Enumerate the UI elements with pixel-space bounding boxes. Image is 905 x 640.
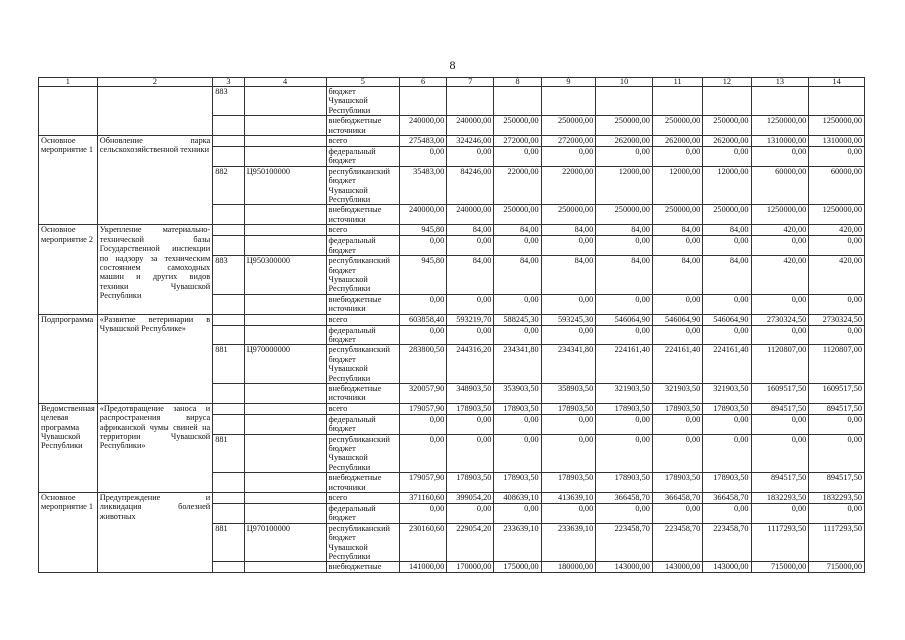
table-row [39, 403, 865, 414]
funding-source: всего [326, 403, 399, 414]
amount-cell: 371160,60 [400, 493, 447, 504]
amount-cell: 0,00 [494, 147, 541, 167]
column-header: 5 [326, 78, 399, 87]
measure-name: Основное мероприятие 2 [39, 225, 98, 314]
grbs-code [213, 294, 244, 314]
cs-code: Ц950100000 [244, 166, 326, 205]
column-header: 3 [213, 78, 244, 87]
table-row [39, 225, 865, 236]
funding-source: республиканский бюджет Чувашской Республики [326, 434, 399, 473]
amount-cell: 715000,00 [751, 562, 809, 573]
amount-cell: 0,00 [447, 325, 494, 345]
amount-cell: 234341,80 [494, 345, 541, 384]
amount-cell: 0,00 [400, 294, 447, 314]
amount-cell: 0,00 [703, 434, 751, 473]
funding-source: внебюджетные источники [326, 383, 399, 403]
cs-code [244, 147, 326, 167]
amount-cell: 250000,00 [494, 205, 541, 225]
amount-cell: 84,00 [703, 256, 751, 295]
amount-cell: 1117293,50 [809, 523, 865, 562]
amount-cell: 0,00 [751, 414, 809, 434]
amount-cell [541, 87, 596, 116]
amount-cell: 272000,00 [494, 136, 541, 147]
amount-cell: 0,00 [400, 325, 447, 345]
amount-cell: 275483,00 [400, 136, 447, 147]
amount-cell: 250000,00 [541, 116, 596, 136]
cs-code [244, 562, 326, 573]
amount-cell: 0,00 [652, 414, 702, 434]
amount-cell [652, 87, 702, 116]
amount-cell: 420,00 [751, 256, 809, 295]
amount-cell: 178903,50 [596, 403, 653, 414]
amount-cell: 178903,50 [541, 473, 596, 493]
amount-cell: 179057,90 [400, 403, 447, 414]
amount-cell: 320057,90 [400, 383, 447, 403]
cs-code [244, 236, 326, 256]
amount-cell: 224161,40 [596, 345, 653, 384]
grbs-code: 882 [213, 166, 244, 205]
grbs-code: 883 [213, 256, 244, 295]
amount-cell: 178903,50 [703, 403, 751, 414]
amount-cell: 0,00 [596, 147, 653, 167]
amount-cell: 2730324,50 [809, 314, 865, 325]
amount-cell: 1832293,50 [809, 493, 865, 504]
amount-cell: 143000,00 [596, 562, 653, 573]
cs-code [244, 294, 326, 314]
amount-cell: 0,00 [494, 325, 541, 345]
funding-source: всего [326, 314, 399, 325]
funding-source: внебюджетные источники [326, 294, 399, 314]
amount-cell: 262000,00 [596, 136, 653, 147]
amount-cell: 0,00 [541, 434, 596, 473]
column-header: 7 [447, 78, 494, 87]
funding-source: федеральный бюджет [326, 147, 399, 167]
amount-cell: 141000,00 [400, 562, 447, 573]
funding-source: всего [326, 493, 399, 504]
measure-title: «Предотвращение заноса и распространения вируса африканской чумы свиней на территории Чувашской Республики» [97, 403, 212, 492]
amount-cell: 84,00 [652, 225, 702, 236]
column-header: 4 [244, 78, 326, 87]
amount-cell: 0,00 [596, 294, 653, 314]
measure-name: Подпрограмма [39, 314, 98, 403]
amount-cell: 0,00 [494, 236, 541, 256]
cs-code [244, 383, 326, 403]
grbs-code: 881 [213, 523, 244, 562]
amount-cell: 0,00 [541, 236, 596, 256]
funding-source: внебюджетные источники [326, 473, 399, 493]
amount-cell: 399054,20 [447, 493, 494, 504]
grbs-code [213, 136, 244, 147]
amount-cell: 84,00 [596, 256, 653, 295]
grbs-code [213, 325, 244, 345]
amount-cell: 1832293,50 [751, 493, 809, 504]
amount-cell: 224161,40 [703, 345, 751, 384]
amount-cell: 0,00 [703, 325, 751, 345]
amount-cell: 715000,00 [809, 562, 865, 573]
amount-cell: 60000,00 [809, 166, 865, 205]
table-row [39, 136, 865, 147]
amount-cell: 1117293,50 [751, 523, 809, 562]
grbs-code [213, 147, 244, 167]
amount-cell: 229054,20 [447, 523, 494, 562]
amount-cell: 593245,30 [541, 314, 596, 325]
amount-cell: 0,00 [494, 294, 541, 314]
amount-cell: 420,00 [751, 225, 809, 236]
funding-source: внебюджетные источники [326, 116, 399, 136]
amount-cell: 240000,00 [447, 116, 494, 136]
amount-cell: 588245,30 [494, 314, 541, 325]
amount-cell: 250000,00 [703, 205, 751, 225]
amount-cell: 178903,50 [652, 403, 702, 414]
amount-cell: 84246,00 [447, 166, 494, 205]
column-header: 9 [541, 78, 596, 87]
amount-cell: 250000,00 [541, 205, 596, 225]
amount-cell: 223458,70 [703, 523, 751, 562]
table-row [39, 314, 865, 325]
amount-cell: 84,00 [652, 256, 702, 295]
grbs-code: 883 [213, 87, 244, 116]
amount-cell: 84,00 [596, 225, 653, 236]
column-header: 1 [39, 78, 98, 87]
amount-cell: 0,00 [751, 325, 809, 345]
column-header: 14 [809, 78, 865, 87]
grbs-code [213, 383, 244, 403]
amount-cell: 0,00 [596, 504, 653, 524]
amount-cell: 0,00 [652, 147, 702, 167]
amount-cell: 1310000,00 [751, 136, 809, 147]
amount-cell: 224161,40 [652, 345, 702, 384]
amount-cell: 546064,90 [652, 314, 702, 325]
grbs-code: 881 [213, 434, 244, 473]
amount-cell: 366458,70 [652, 493, 702, 504]
amount-cell: 0,00 [494, 414, 541, 434]
amount-cell: 250000,00 [596, 116, 653, 136]
amount-cell: 0,00 [494, 504, 541, 524]
amount-cell: 1310000,00 [809, 136, 865, 147]
funding-source: федеральный бюджет [326, 325, 399, 345]
column-header: 12 [703, 78, 751, 87]
amount-cell [809, 87, 865, 116]
amount-cell: 1250000,00 [751, 205, 809, 225]
amount-cell [596, 87, 653, 116]
funding-source: федеральный бюджет [326, 504, 399, 524]
funding-source: республиканский бюджет Чувашской Республики [326, 256, 399, 295]
amount-cell: 0,00 [596, 434, 653, 473]
amount-cell: 272000,00 [541, 136, 596, 147]
measure-title: «Развитие ветеринарии в Чувашской Республике» [97, 314, 212, 403]
amount-cell: 178903,50 [703, 473, 751, 493]
amount-cell: 0,00 [400, 414, 447, 434]
amount-cell: 1250000,00 [809, 116, 865, 136]
cs-code [244, 403, 326, 414]
amount-cell: 250000,00 [596, 205, 653, 225]
cs-code [244, 136, 326, 147]
amount-cell: 240000,00 [447, 205, 494, 225]
amount-cell: 178903,50 [596, 473, 653, 493]
amount-cell: 250000,00 [703, 116, 751, 136]
amount-cell: 408639,10 [494, 493, 541, 504]
funding-source: всего [326, 225, 399, 236]
amount-cell: 894517,50 [751, 473, 809, 493]
grbs-code [213, 236, 244, 256]
column-header: 10 [596, 78, 653, 87]
amount-cell: 894517,50 [809, 403, 865, 414]
funding-source: республиканский бюджет Чувашской Республики [326, 523, 399, 562]
amount-cell: 60000,00 [751, 166, 809, 205]
funding-source: внебюджетные [326, 562, 399, 573]
amount-cell: 0,00 [751, 236, 809, 256]
amount-cell: 262000,00 [703, 136, 751, 147]
amount-cell: 0,00 [809, 504, 865, 524]
amount-cell: 84,00 [494, 256, 541, 295]
amount-cell: 0,00 [447, 434, 494, 473]
amount-cell: 0,00 [652, 294, 702, 314]
amount-cell: 240000,00 [400, 205, 447, 225]
amount-cell: 12000,00 [596, 166, 653, 205]
amount-cell: 233639,10 [541, 523, 596, 562]
cs-code [244, 504, 326, 524]
amount-cell: 35483,00 [400, 166, 447, 205]
amount-cell [751, 87, 809, 116]
amount-cell: 0,00 [751, 504, 809, 524]
amount-cell: 894517,50 [751, 403, 809, 414]
funding-table [38, 77, 865, 573]
amount-cell: 324246,00 [447, 136, 494, 147]
amount-cell: 420,00 [809, 225, 865, 236]
amount-cell: 0,00 [447, 294, 494, 314]
amount-cell: 178903,50 [652, 473, 702, 493]
cs-code [244, 87, 326, 116]
amount-cell: 84,00 [447, 256, 494, 295]
amount-cell: 366458,70 [703, 493, 751, 504]
amount-cell: 143000,00 [703, 562, 751, 573]
cs-code [244, 225, 326, 236]
page-number: 8 [449, 58, 456, 72]
amount-cell: 348903,50 [447, 383, 494, 403]
amount-cell: 143000,00 [652, 562, 702, 573]
cs-code [244, 205, 326, 225]
grbs-code [213, 414, 244, 434]
cs-code [244, 493, 326, 504]
amount-cell: 546064,90 [596, 314, 653, 325]
amount-cell: 223458,70 [652, 523, 702, 562]
amount-cell: 84,00 [541, 256, 596, 295]
grbs-code [213, 504, 244, 524]
amount-cell: 321903,50 [652, 383, 702, 403]
amount-cell: 0,00 [541, 325, 596, 345]
measure-name: Ведомственная целевая программа Чувашской Республики [39, 403, 98, 492]
grbs-code [213, 205, 244, 225]
measure-name: Основное мероприятие 1 [39, 493, 98, 573]
grbs-code [213, 225, 244, 236]
amount-cell: 0,00 [809, 414, 865, 434]
amount-cell: 413639,10 [541, 493, 596, 504]
funding-source: республиканский бюджет Чувашской Республики [326, 166, 399, 205]
amount-cell: 0,00 [447, 504, 494, 524]
amount-cell: 180000,00 [541, 562, 596, 573]
grbs-code [213, 403, 244, 414]
amount-cell: 0,00 [400, 147, 447, 167]
amount-cell: 321903,50 [596, 383, 653, 403]
amount-cell: 0,00 [541, 294, 596, 314]
amount-cell: 250000,00 [652, 205, 702, 225]
amount-cell: 84,00 [447, 225, 494, 236]
amount-cell: 1250000,00 [751, 116, 809, 136]
amount-cell: 0,00 [596, 325, 653, 345]
measure-title: Обновление парка сельскохозяйственной техники [97, 136, 212, 225]
amount-cell [703, 87, 751, 116]
amount-cell: 22000,00 [541, 166, 596, 205]
amount-cell: 0,00 [652, 325, 702, 345]
amount-cell [494, 87, 541, 116]
amount-cell: 0,00 [703, 294, 751, 314]
amount-cell: 0,00 [809, 236, 865, 256]
grbs-code [213, 314, 244, 325]
amount-cell: 233639,10 [494, 523, 541, 562]
amount-cell: 250000,00 [494, 116, 541, 136]
amount-cell: 0,00 [447, 147, 494, 167]
amount-cell: 321903,50 [703, 383, 751, 403]
amount-cell: 178903,50 [494, 473, 541, 493]
funding-source: республиканский бюджет Чувашской Республики [326, 345, 399, 384]
column-header: 2 [97, 78, 212, 87]
column-header: 13 [751, 78, 809, 87]
measure-name: Основное мероприятие 1 [39, 136, 98, 225]
amount-cell: 2730324,50 [751, 314, 809, 325]
funding-source: федеральный бюджет [326, 236, 399, 256]
amount-cell: 0,00 [541, 414, 596, 434]
amount-cell: 244316,20 [447, 345, 494, 384]
measure-name [39, 87, 98, 136]
column-header: 8 [494, 78, 541, 87]
amount-cell: 0,00 [751, 147, 809, 167]
funding-source: всего [326, 136, 399, 147]
amount-cell: 178903,50 [447, 473, 494, 493]
amount-cell: 1609517,50 [809, 383, 865, 403]
amount-cell: 0,00 [751, 434, 809, 473]
amount-cell: 0,00 [541, 504, 596, 524]
amount-cell: 0,00 [652, 504, 702, 524]
amount-cell: 178903,50 [494, 403, 541, 414]
amount-cell: 546064,90 [703, 314, 751, 325]
amount-cell: 12000,00 [703, 166, 751, 205]
amount-cell: 178903,50 [541, 403, 596, 414]
cs-code [244, 434, 326, 473]
amount-cell: 178903,50 [447, 403, 494, 414]
amount-cell: 175000,00 [494, 562, 541, 573]
amount-cell: 0,00 [809, 325, 865, 345]
amount-cell [447, 87, 494, 116]
amount-cell: 1609517,50 [751, 383, 809, 403]
amount-cell: 0,00 [596, 236, 653, 256]
cs-code [244, 314, 326, 325]
table-row [39, 493, 865, 504]
amount-cell: 894517,50 [809, 473, 865, 493]
grbs-code [213, 116, 244, 136]
grbs-code [213, 493, 244, 504]
funding-source: внебюджетные источники [326, 205, 399, 225]
amount-cell: 0,00 [809, 147, 865, 167]
amount-cell: 0,00 [447, 236, 494, 256]
amount-cell: 0,00 [652, 434, 702, 473]
cs-code: Ц970000000 [244, 345, 326, 384]
amount-cell: 84,00 [494, 225, 541, 236]
header-row [39, 78, 865, 87]
amount-cell: 250000,00 [652, 116, 702, 136]
amount-cell: 366458,70 [596, 493, 653, 504]
grbs-code [213, 473, 244, 493]
amount-cell: 0,00 [541, 147, 596, 167]
amount-cell: 593219,70 [447, 314, 494, 325]
amount-cell: 0,00 [400, 236, 447, 256]
amount-cell: 283800,50 [400, 345, 447, 384]
column-header: 11 [652, 78, 702, 87]
amount-cell: 0,00 [494, 434, 541, 473]
measure-title: Укрепление материально-технической базы Государственной инспекции по надзору за техническим состоянием самоходных машин и других видов техники Чувашской Республики [97, 225, 212, 314]
grbs-code [213, 562, 244, 573]
amount-cell: 1250000,00 [809, 205, 865, 225]
amount-cell: 0,00 [596, 414, 653, 434]
amount-cell: 0,00 [703, 504, 751, 524]
amount-cell: 0,00 [703, 147, 751, 167]
amount-cell: 0,00 [400, 434, 447, 473]
amount-cell: 0,00 [447, 414, 494, 434]
amount-cell: 0,00 [400, 504, 447, 524]
amount-cell: 603858,40 [400, 314, 447, 325]
measure-title [97, 87, 212, 136]
funding-source: федеральный бюджет [326, 414, 399, 434]
amount-cell: 12000,00 [652, 166, 702, 205]
amount-cell: 945,80 [400, 256, 447, 295]
amount-cell: 240000,00 [400, 116, 447, 136]
amount-cell: 179057,90 [400, 473, 447, 493]
cs-code: Ц950300000 [244, 256, 326, 295]
amount-cell: 420,00 [809, 256, 865, 295]
amount-cell: 945,80 [400, 225, 447, 236]
amount-cell: 262000,00 [652, 136, 702, 147]
amount-cell: 0,00 [751, 294, 809, 314]
amount-cell: 223458,70 [596, 523, 653, 562]
amount-cell: 0,00 [809, 294, 865, 314]
amount-cell: 234341,80 [541, 345, 596, 384]
cs-code [244, 414, 326, 434]
grbs-code: 881 [213, 345, 244, 384]
amount-cell: 1120807,00 [751, 345, 809, 384]
cs-code: Ц970100000 [244, 523, 326, 562]
amount-cell: 22000,00 [494, 166, 541, 205]
amount-cell: 170000,00 [447, 562, 494, 573]
amount-cell: 0,00 [703, 236, 751, 256]
column-header: 6 [400, 78, 447, 87]
table-row [39, 87, 865, 116]
amount-cell: 358903,50 [541, 383, 596, 403]
amount-cell: 84,00 [541, 225, 596, 236]
amount-cell: 1120807,00 [809, 345, 865, 384]
amount-cell: 230160,60 [400, 523, 447, 562]
amount-cell: 84,00 [703, 225, 751, 236]
cs-code [244, 473, 326, 493]
amount-cell [400, 87, 447, 116]
funding-source: бюджет Чувашской Республики [326, 87, 399, 116]
cs-code [244, 325, 326, 345]
amount-cell: 353903,50 [494, 383, 541, 403]
cs-code [244, 116, 326, 136]
measure-title: Предупреждение и ликвидация болезней животных [97, 493, 212, 573]
amount-cell: 0,00 [809, 434, 865, 473]
amount-cell: 0,00 [652, 236, 702, 256]
amount-cell: 0,00 [703, 414, 751, 434]
